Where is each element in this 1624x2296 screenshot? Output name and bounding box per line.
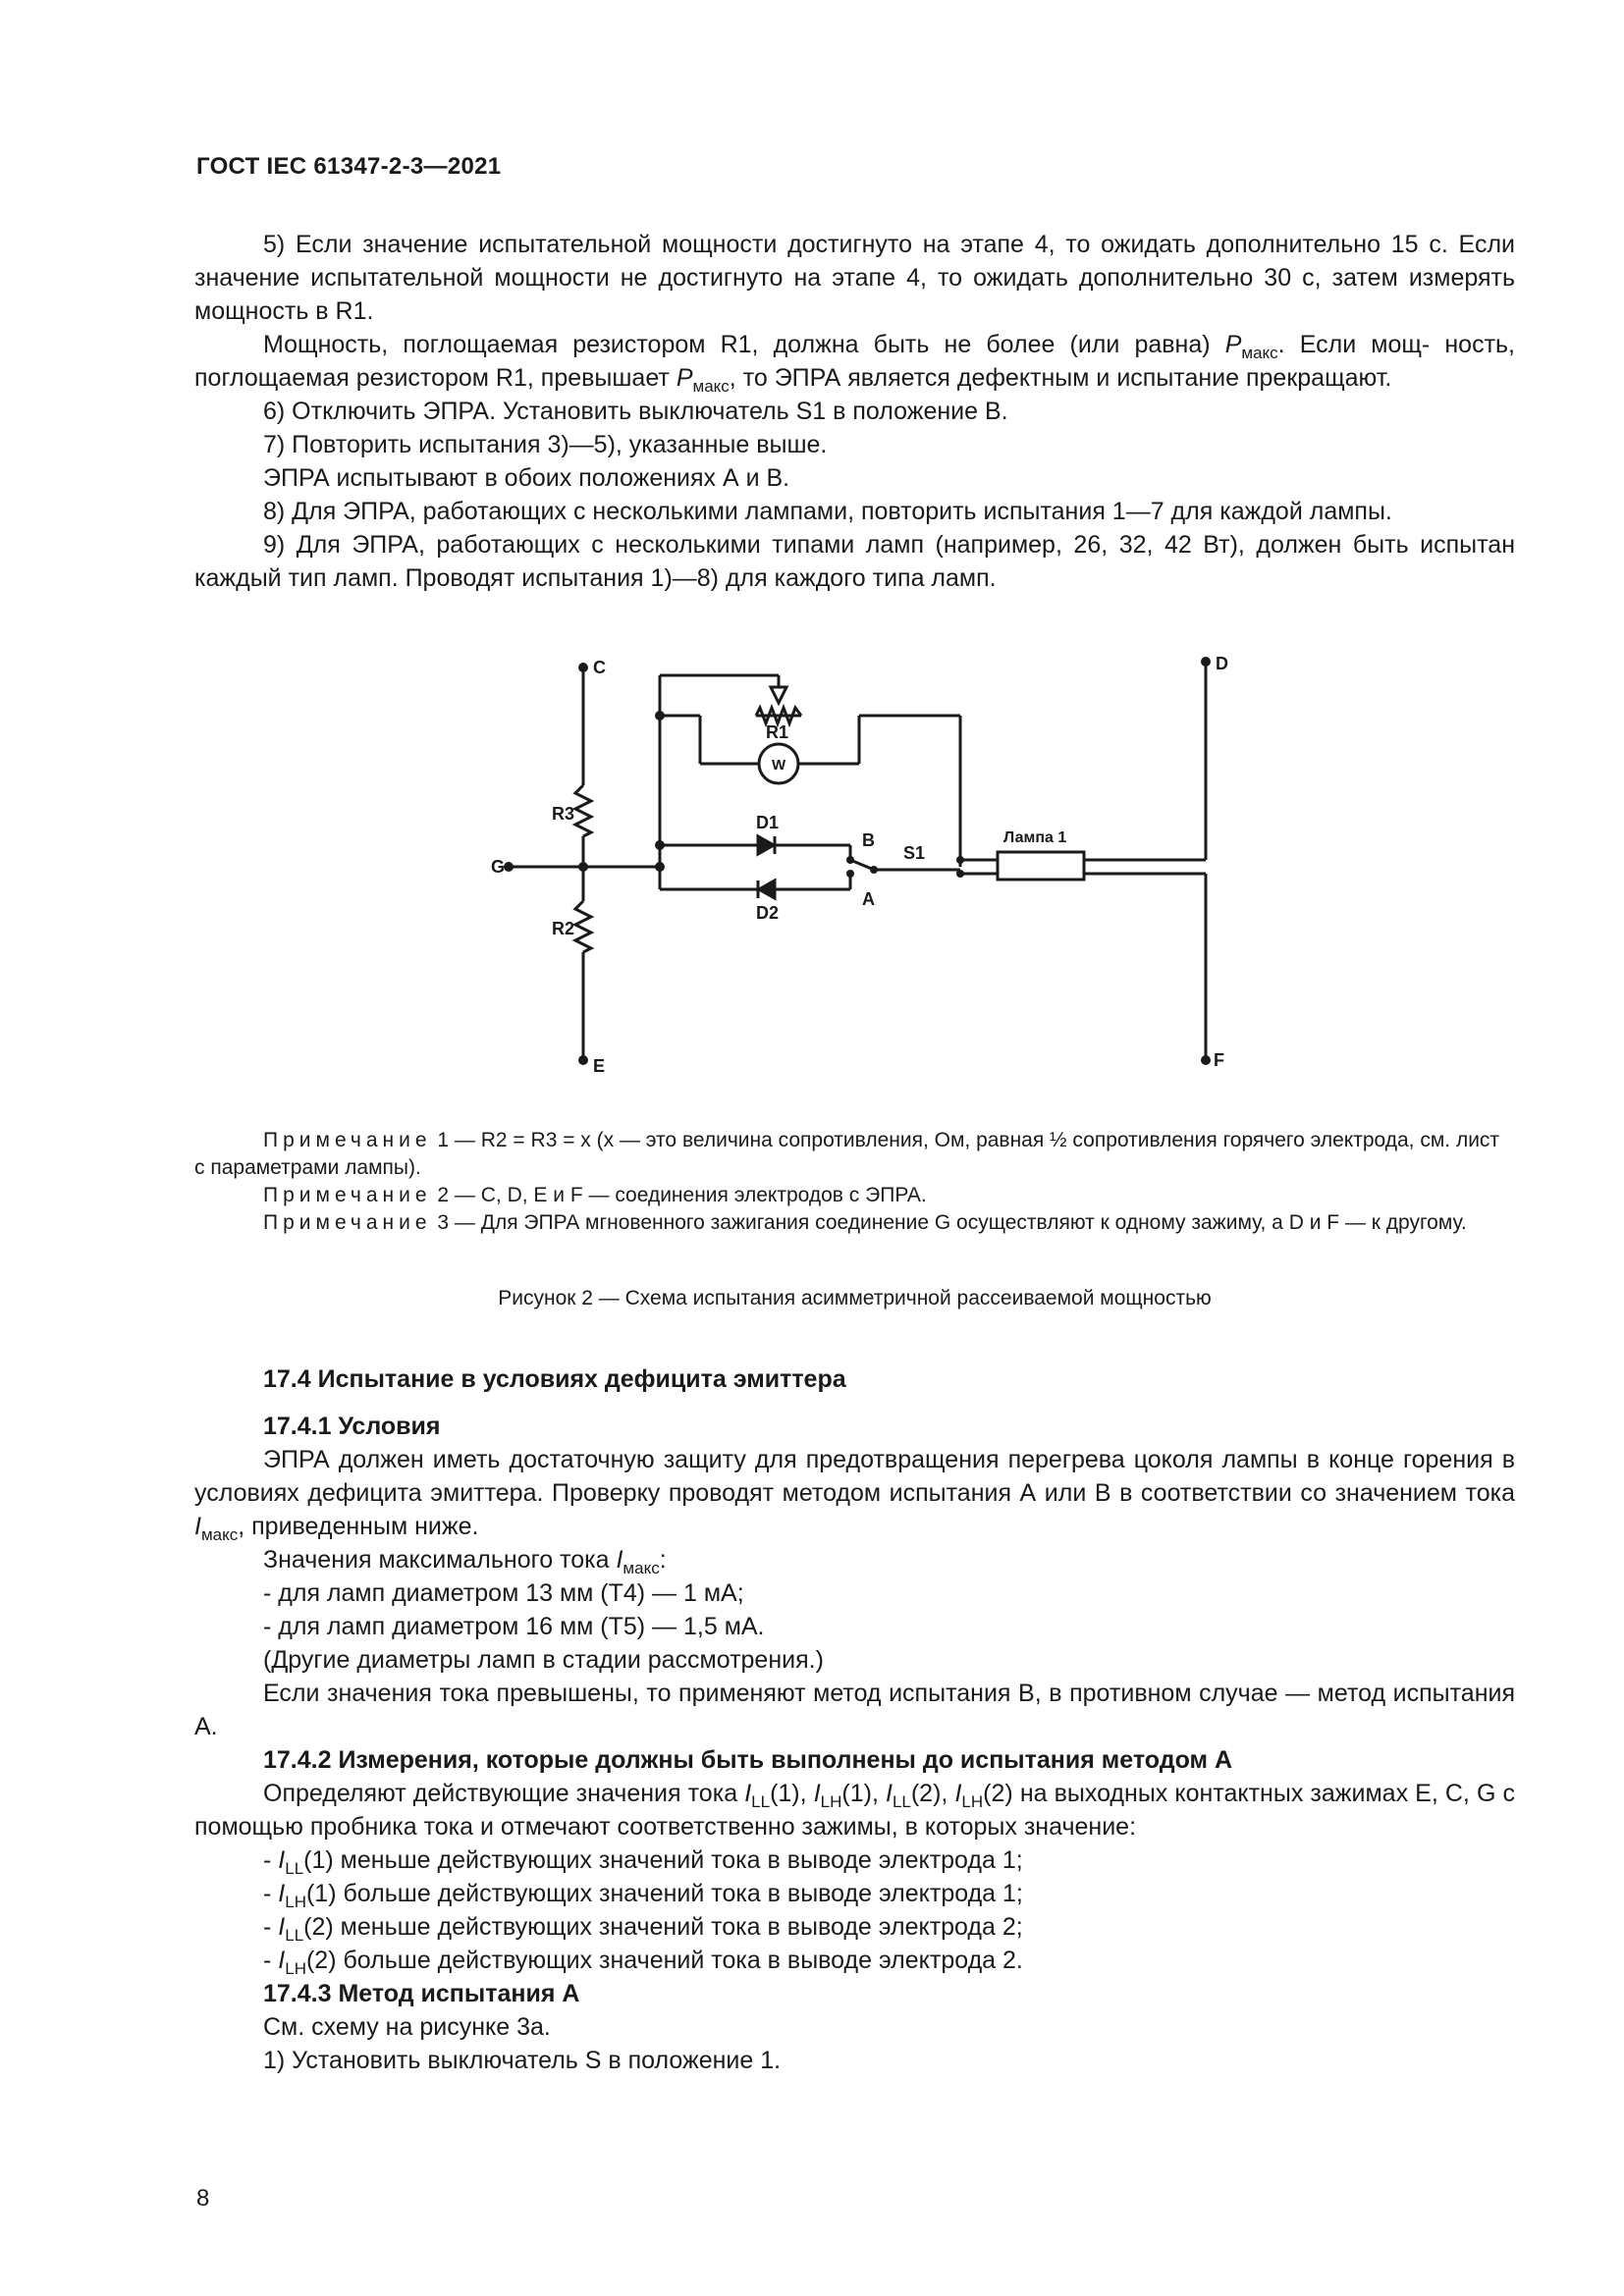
list-item-lh1: - $I_{LH}(1)$ больше действующих значений тока в выводе электрода 1; (263, 1880, 1023, 1911)
label-d2: D2 (756, 903, 780, 923)
heading-17-4: 17.4 Испытание в условиях дефицита эмиттера (263, 1365, 846, 1393)
label-w: W (772, 757, 786, 774)
label-d: D (1216, 654, 1228, 673)
label-r3: R3 (552, 804, 575, 824)
figure-notes (194, 1127, 1515, 1237)
label-e: E (593, 1056, 606, 1076)
note-3: Примечание 3 — Для ЭПРА мгновенного зажигания соединение G осуществляют к одному зажиму, а D и F — к другому. (263, 1211, 1467, 1234)
list-item-lh2: - $I_{LH}(2)$ больше действующих значений тока в выводе электрода 2. (263, 1947, 1023, 1978)
label-b: B (862, 830, 875, 850)
label-r2: R2 (552, 919, 575, 938)
paragraph-step-9: 9) Для ЭПРА, работающих с несколькими типами ламп (например, 26, 32, 42 Вт), должен быть испытан каждый тип ламп. Проводят испытания 1)—8) для каждого типа ламп. (194, 531, 1515, 592)
label-s1: S1 (903, 843, 926, 863)
list-item-other: (Другие диаметры ламп в стадии рассмотрения.) (263, 1646, 824, 1674)
section-17-4 (194, 1362, 1515, 2077)
figure-caption: Рисунок 2 — Схема испытания асимметричной рассеиваемой мощностью (498, 1287, 1212, 1309)
note-2: Примечание 2 — C, D, E и F — соединения электродов с ЭПРА. (263, 1184, 927, 1206)
label-c: C (593, 658, 606, 677)
label-r1: R1 (766, 722, 789, 742)
list-item-ll1: - $I_{LL}(1)$ меньше действующих значений тока в выводе электрода 1; (263, 1846, 1023, 1878)
list-item-ll2: - $I_{LL}(2)$ меньше действующих значений тока в выводе электрода 2; (263, 1913, 1023, 1945)
heading-17-4-2: 17.4.2 Измерения, которые должны быть выполнены до испытания методом А (263, 1746, 1233, 1774)
document-header: ГОСТ IEC 61347-2-3—2021 (196, 153, 502, 180)
paragraph-step-1: 1) Установить выключатель S в положение 1. (263, 2047, 782, 2074)
label-lamp: Лампа 1 (1003, 829, 1067, 846)
paragraph-conditions: ЭПРА должен иметь достаточную защиту для предотвращения перегрева цоколя лампы в конце горения в условиях дефицита эмиттера. Проверку проводят методом испытания А или В в соответствии со значением тока $I_{макс}$, приведенным ниже. (194, 1446, 1515, 1544)
heading-17-4-1: 17.4.1 Условия (263, 1413, 441, 1440)
label-d1: D1 (756, 813, 780, 832)
paragraph-step-6: 6) Отключить ЭПРА. Установить выключатель S1 в положение В. (263, 398, 1008, 425)
note-1: Примечание 1 — R2 = R3 = x (x — это величина сопротивления, Ом, равная ½ сопротивления горячего электрода, см. лист с параметрами лампы). (194, 1129, 1500, 1179)
list-item-t5: - для ламп диаметром 16 мм (Т5) — 1,5 мА. (263, 1613, 765, 1640)
label-a: A (862, 889, 875, 909)
paragraph-step-7: 7) Повторить испытания 3)—5), указанные выше. (263, 431, 828, 458)
heading-17-4-3: 17.4.3 Метод испытания А (263, 1980, 580, 2007)
paragraph-step-8: 8) Для ЭПРА, работающих с несколькими лампами, повторить испытания 1—7 для каждой лампы. (263, 498, 1392, 525)
circuit-diagram (0, 0, 1624, 1090)
paragraph-imax: Значения максимального тока $I_{макс}$: (263, 1546, 667, 1577)
page-number: 8 (196, 2185, 210, 2212)
paragraph-step-5: 5) Если значение испытательной мощности достигнуто на этапе 4, то ожидать дополнительно 15 с. Если значение испытательной мощности не достигнуто на этапе 4, то ожидать дополнительно 30 с, затем измерять мощность в R1. (194, 231, 1515, 325)
paragraph-see-figure: См. схему на рисунке 3а. (263, 2013, 551, 2041)
paragraph-both-positions: ЭПРА испытывают в обоих положениях А и В. (263, 464, 790, 492)
paragraph-measure: Определяют действующие значения тока $I_{LL}(1)$, $I_{LH}(1)$, $I_{LL}(2)$, $I_{LH}(2)$ на выходных контактных зажимах E, C, G с помощью пробника тока и отмечают соответственно зажимы, в которых значение: (194, 1780, 1515, 1841)
label-g: G (491, 857, 506, 877)
paragraph-power-limit: Мощность, поглощаемая резистором R1, должна быть не более (или равна) $P_{макс}$. Если мощ- ность, поглощаемая резистором R1, превышает $P_{макс}$, то ЭПРА является дефектным и испытание прекращают. (194, 331, 1515, 396)
label-f: F (1214, 1050, 1224, 1070)
list-item-t4: - для ламп диаметром 13 мм (Т4) — 1 мА; (263, 1579, 744, 1607)
paragraph-method-choice: Если значения тока превышены, то применяют метод испытания В, в противном случае — метод испытания А. (194, 1680, 1515, 1740)
